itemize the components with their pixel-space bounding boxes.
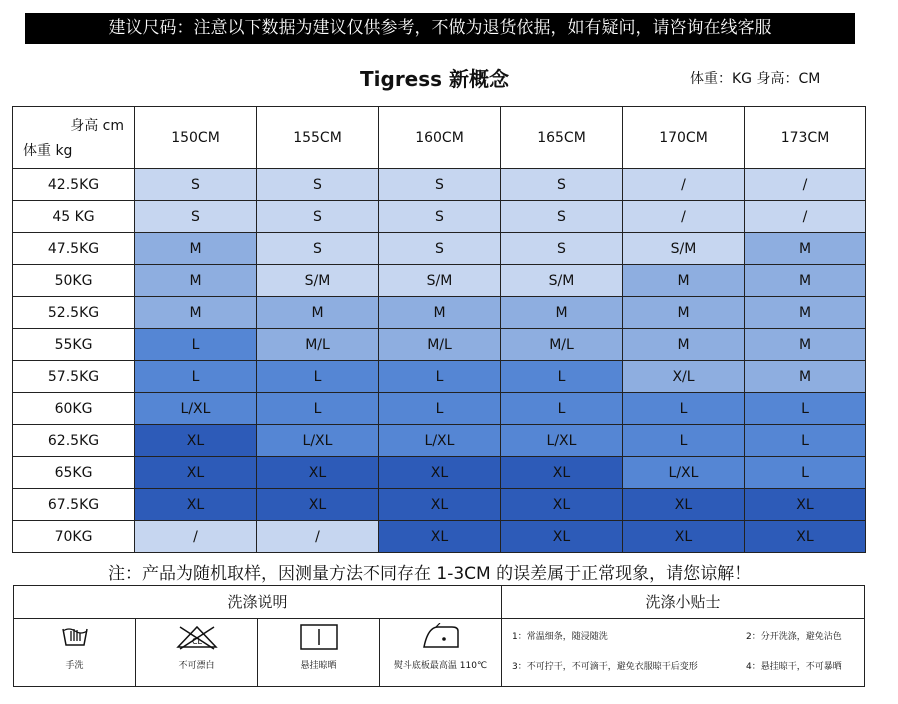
weight-cell: 55KG (13, 329, 135, 361)
table-header-row (13, 107, 866, 169)
size-cell: L (745, 425, 866, 457)
weight-cell: 50KG (13, 265, 135, 297)
size-cell: L/XL (623, 457, 745, 489)
size-cell: M (745, 233, 866, 265)
size-cell: L/XL (135, 393, 257, 425)
size-cell: XL (501, 489, 623, 521)
size-cell: / (623, 201, 745, 233)
care-label: 悬挂晾晒 (300, 661, 337, 671)
size-cell: XL (135, 425, 257, 457)
size-cell: M (135, 265, 257, 297)
size-cell: S (257, 233, 379, 265)
size-cell: XL (257, 489, 379, 521)
size-cell: L/XL (379, 425, 501, 457)
weight-cell: 70KG (13, 521, 135, 553)
size-cell: S (501, 233, 623, 265)
care-label: 手洗 (65, 661, 84, 671)
care-item-iron (380, 619, 501, 686)
wash-tips-title: 洗涤小贴士 (502, 586, 864, 619)
size-cell: XL (379, 457, 501, 489)
size-row (13, 297, 866, 329)
wash-tip: 2：分开洗涤，避免沾色 (746, 632, 842, 642)
wash-tip: 3：不可拧干，不可滴干，避免衣服晾干后变形 (512, 662, 698, 672)
height-header: 155CM (257, 107, 379, 169)
size-row (13, 489, 866, 521)
size-row (13, 361, 866, 393)
size-cell: M (135, 233, 257, 265)
weight-cell: 65KG (13, 457, 135, 489)
size-cell: L (379, 361, 501, 393)
weight-cell: 42.5KG (13, 169, 135, 201)
size-cell: XL (501, 521, 623, 553)
size-row (13, 169, 866, 201)
height-header: 173CM (745, 107, 866, 169)
size-cell: XL (135, 489, 257, 521)
size-chart-table (12, 106, 866, 553)
weight-cell: 60KG (13, 393, 135, 425)
size-cell: M (623, 297, 745, 329)
size-cell: M/L (501, 329, 623, 361)
size-cell: L (135, 329, 257, 361)
size-cell: S (501, 169, 623, 201)
height-header: 160CM (379, 107, 501, 169)
size-cell: S (379, 169, 501, 201)
size-cell: / (135, 521, 257, 553)
size-cell: L (379, 393, 501, 425)
size-cell: / (623, 169, 745, 201)
size-cell: M (745, 361, 866, 393)
height-header: 170CM (623, 107, 745, 169)
size-cell: XL (257, 457, 379, 489)
size-row (13, 329, 866, 361)
size-cell: / (745, 201, 866, 233)
units-label: 体重：KG 身高：CM (690, 71, 821, 87)
size-cell: S (501, 201, 623, 233)
care-item-hang-dry (258, 619, 380, 686)
size-cell: L (257, 393, 379, 425)
size-row (13, 265, 866, 297)
size-cell: M (135, 297, 257, 329)
size-row (13, 457, 866, 489)
brand-title: Tigress 新概念 (360, 67, 510, 91)
wash-tip: 4：悬挂晾干，不可暴晒 (746, 662, 842, 672)
size-cell: XL (501, 457, 623, 489)
iron-icon (420, 623, 462, 651)
care-label: 熨斗底板最高温 110℃ (393, 661, 488, 671)
size-cell: L (257, 361, 379, 393)
size-cell: S/M (501, 265, 623, 297)
size-cell: M (501, 297, 623, 329)
size-cell: S (379, 201, 501, 233)
care-item-hand-wash (14, 619, 136, 686)
weight-cell: 52.5KG (13, 297, 135, 329)
size-cell: M (745, 265, 866, 297)
size-cell: S (257, 169, 379, 201)
size-cell: M (623, 329, 745, 361)
wash-tip: 1：常温细条，随浸随洗 (512, 632, 608, 642)
size-cell: L (745, 393, 866, 425)
size-cell: XL (745, 521, 866, 553)
weight-cell: 45 KG (13, 201, 135, 233)
size-row (13, 393, 866, 425)
size-cell: L (135, 361, 257, 393)
weight-axis-label: 体重 kg (23, 143, 73, 159)
size-cell: L (745, 457, 866, 489)
care-item-no-bleach (136, 619, 258, 686)
size-row (13, 201, 866, 233)
svg-text:CL: CL (191, 637, 202, 646)
size-cell: L/XL (501, 425, 623, 457)
weight-cell: 67.5KG (13, 489, 135, 521)
size-row (13, 233, 866, 265)
size-row (13, 521, 866, 553)
size-cell: XL (745, 489, 866, 521)
size-cell: S (135, 201, 257, 233)
size-cell: S (135, 169, 257, 201)
hand-wash-icon (61, 623, 89, 649)
height-header: 150CM (135, 107, 257, 169)
size-cell: M/L (379, 329, 501, 361)
size-cell: XL (379, 521, 501, 553)
no-bleach-icon (174, 623, 220, 651)
size-cell: S (379, 233, 501, 265)
size-cell: S/M (623, 233, 745, 265)
size-cell: M (745, 297, 866, 329)
size-cell: L (623, 393, 745, 425)
notice-banner: 建议尺码：注意以下数据为建议仅供参考，不做为退货依据，如有疑问，请咨询在线客服 (25, 13, 855, 44)
size-cell: X/L (623, 361, 745, 393)
height-axis-label: 身高 cm (70, 118, 124, 134)
size-cell: S (257, 201, 379, 233)
size-cell: XL (623, 489, 745, 521)
size-cell: S/M (257, 265, 379, 297)
size-cell: M/L (257, 329, 379, 361)
size-cell: L (501, 361, 623, 393)
size-cell: M (257, 297, 379, 329)
wash-instructions-section (14, 586, 502, 686)
size-row (13, 425, 866, 457)
height-header: 165CM (501, 107, 623, 169)
size-cell: S/M (379, 265, 501, 297)
measurement-note: 注：产品为随机取样，因测量方法不同存在 1-3CM 的误差属于正常现象，请您谅解！ (108, 564, 752, 584)
wash-tips-section (502, 586, 864, 686)
size-cell: / (745, 169, 866, 201)
size-cell: XL (379, 489, 501, 521)
size-cell: XL (623, 521, 745, 553)
size-cell: M (379, 297, 501, 329)
size-cell: L (501, 393, 623, 425)
hang-dry-icon (299, 623, 339, 651)
size-cell: M (623, 265, 745, 297)
size-cell: M (745, 329, 866, 361)
size-cell: XL (135, 457, 257, 489)
size-cell: L/XL (257, 425, 379, 457)
corner-cell (13, 107, 135, 169)
weight-cell: 62.5KG (13, 425, 135, 457)
care-instructions-panel (13, 585, 865, 687)
care-label: 不可漂白 (178, 661, 215, 671)
weight-cell: 47.5KG (13, 233, 135, 265)
size-cell: / (257, 521, 379, 553)
size-cell: L (623, 425, 745, 457)
wash-instructions-title: 洗涤说明 (14, 586, 501, 619)
weight-cell: 57.5KG (13, 361, 135, 393)
